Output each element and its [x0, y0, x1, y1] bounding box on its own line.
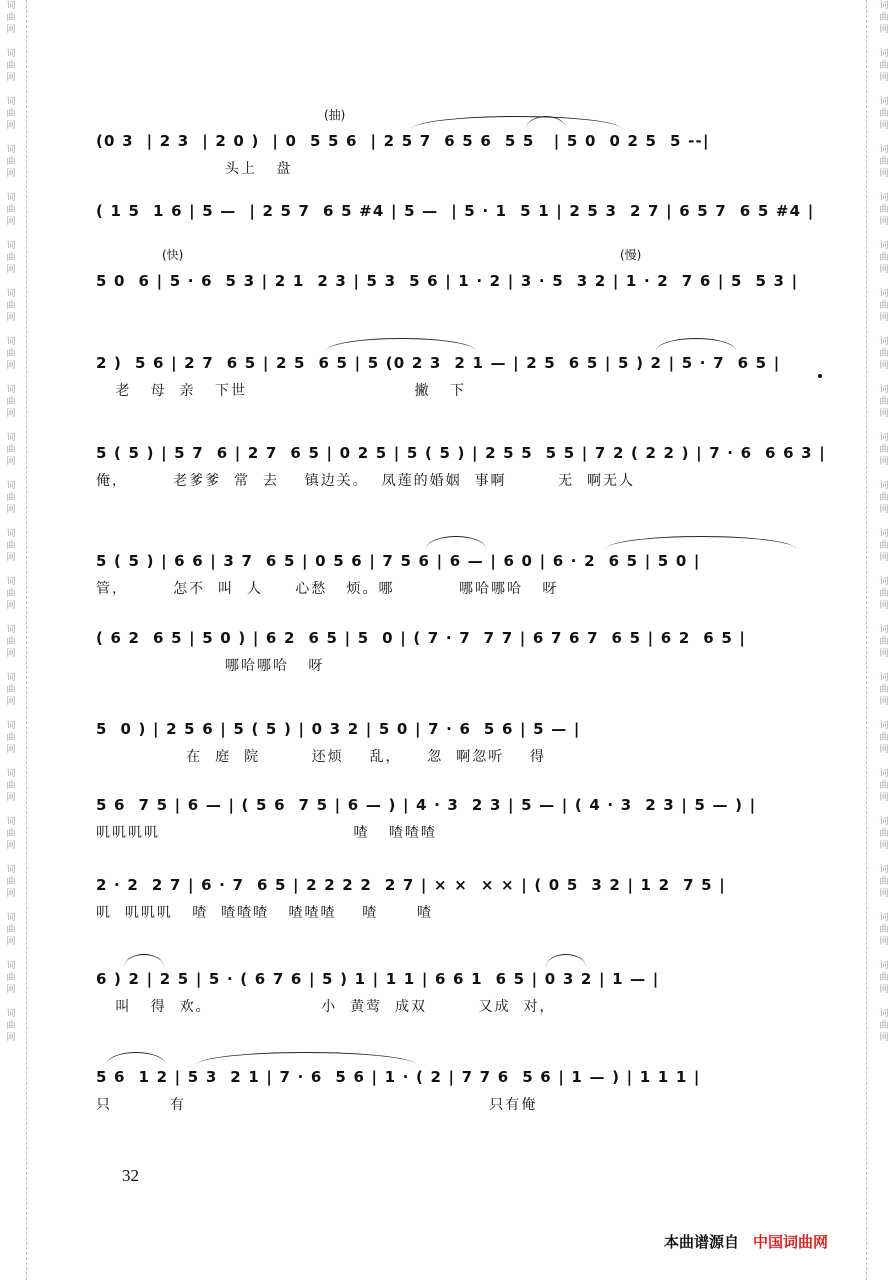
lyrics-line: 哪哈哪哈 呀 — [96, 658, 325, 674]
lyrics-line: 叽叽叽叽 喳 喳喳喳 — [96, 825, 437, 841]
lyrics-line: 叫 得 欢。 小 黄莺 成双 又成 对， — [96, 999, 556, 1015]
notation-line: 6 ) 2 | 2 5 | 5 · ( 6 7 6 | 5 ) 1 | 1 1 | 6 6 1 6 5 | 0 3 2 | 1 — | — [96, 970, 660, 988]
lyrics-line: 只 有 只有俺 — [96, 1097, 538, 1113]
notation-line: 2 · 2 2 7 | 6 · 7 6 5 | 2 2 2 2 2 7 | × × × × | ( 0 5 3 2 | 1 2 7 5 | — [96, 876, 726, 894]
lyrics-line: 叽 叽叽叽 喳 喳喳喳 喳喳喳 喳 喳 — [96, 905, 434, 921]
source-label: 本曲谱源自 — [664, 1233, 740, 1251]
slur-mark — [326, 338, 476, 351]
notation-line: 5 6 1 2 | 5 3 2 1 | 7 · 6 5 6 | 1 · ( 2 | 7 7 6 5 6 | 1 — ) | 1 1 1 | — [96, 1068, 701, 1086]
lyrics-line: 老 母 亲 下世 撇 下 — [96, 383, 467, 399]
page-number: 32 — [122, 1166, 139, 1185]
slur-mark — [546, 954, 586, 967]
tempo-marker: (抽) — [324, 108, 346, 122]
slur-mark — [426, 536, 486, 549]
left-margin-watermark: 词 曲 网 词 曲 网 词 曲 网 词 曲 网 词 曲 网 词 曲 网 词 曲 网 词 曲 网 词 曲 网 词 曲 网 词 曲 网 词 曲 网 词 曲 网 词 曲 网 词 曲 网 词 曲 网 词 曲 网 词 曲 网 词 曲 网 词 曲 网 词 曲 网 词 曲 网 — [6, 1, 16, 1043]
stray-dot — [818, 374, 822, 378]
lyrics-line: 俺， 老爹爹 常 去 镇边关。 凤莲的婚姻 事啊 无 啊无人 — [96, 473, 636, 489]
slur-mark — [124, 954, 164, 967]
left-margin-line — [26, 0, 27, 1280]
slur-mark — [106, 1052, 166, 1065]
notation-line: 5 ( 5 ) | 5 7 6 | 2 7 6 5 | 0 2 5 | 5 ( 5 ) | 2 5 5 5 5 | 7 2 ( 2 2 ) | 7 · 6 6 6 3 | — [96, 444, 826, 462]
right-margin-watermark: 词 曲 网 词 曲 网 词 曲 网 词 曲 网 词 曲 网 词 曲 网 词 曲 网 词 曲 网 词 曲 网 词 曲 网 词 曲 网 词 曲 网 词 曲 网 词 曲 网 词 曲 网 词 曲 网 词 曲 网 词 曲 网 词 曲 网 词 曲 网 词 曲 网 词 曲 网 — [879, 1, 889, 1043]
notation-line: 5 6 7 5 | 6 — | ( 5 6 7 5 | 6 — ) | 4 · 3 2 3 | 5 — | ( 4 · 3 2 3 | 5 — ) | — [96, 796, 757, 814]
source-credit — [664, 1231, 828, 1252]
notation-line: 2 ) 5 6 | 2 7 6 5 | 2 5 6 5 | 5 (0 2 3 2 1 — | 2 5 6 5 | 5 ) 2 | 5 · 7 6 5 | — [96, 354, 781, 372]
tempo-marker: (慢) — [620, 248, 642, 262]
slur-mark — [196, 1052, 416, 1065]
lyrics-line: 管， 怎不 叫 人 心愁 烦。哪 哪哈哪哈 呀 — [96, 581, 559, 597]
lyrics-line: 在 庭 院 还烦 乱， 忽 啊忽听 得 — [96, 749, 547, 765]
lyrics-line: 头上 盘 — [96, 161, 293, 177]
notation-line: 5 ( 5 ) | 6 6 | 3 7 6 5 | 0 5 6 | 7 5 6 | 6 — | 6 0 | 6 · 2 6 5 | 5 0 | — [96, 552, 701, 570]
slur-mark — [606, 536, 796, 549]
notation-line: ( 6 2 6 5 | 5 0 ) | 6 2 6 5 | 5 0 | ( 7 · 7 7 7 | 6 7 6 7 6 5 | 6 2 6 5 | — [96, 629, 747, 647]
notation-line: (0 3 | 2 3 | 2 0 ) | 0 5 5 6 | 2 5 7 6 5 6 5 5 | 5 0 0 2 5 5 --| — [96, 132, 710, 150]
notation-line: ( 1 5 1 6 | 5 — | 2 5 7 6 5 #4 | 5 — | 5 · 1 5 1 | 2 5 3 2 7 | 6 5 7 6 5 #4 | — [96, 202, 815, 220]
right-margin-line — [866, 0, 867, 1280]
slur-mark — [412, 116, 622, 129]
tempo-marker: (快) — [162, 248, 184, 262]
notation-line: 5 0 ) | 2 5 6 | 5 ( 5 ) | 0 3 2 | 5 0 | 7 · 6 5 6 | 5 — | — [96, 720, 581, 738]
slur-mark — [656, 338, 736, 351]
source-site[interactable]: 中国词曲网 — [753, 1233, 829, 1251]
notation-line: 5 0 6 | 5 · 6 5 3 | 2 1 2 3 | 5 3 5 6 | 1 · 2 | 3 · 5 3 2 | 1 · 2 7 6 | 5 5 3 | — [96, 272, 799, 290]
